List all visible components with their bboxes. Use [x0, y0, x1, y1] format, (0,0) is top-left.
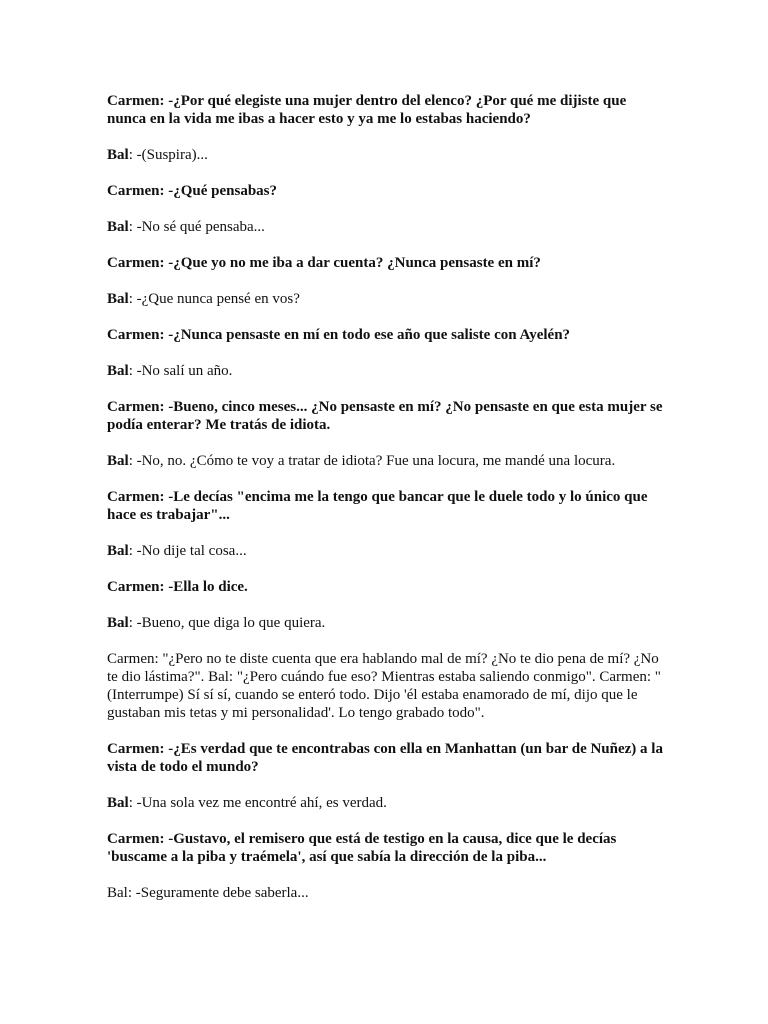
bal-line-text: : -No dije tal cosa... [128, 543, 247, 559]
carmen-line: Carmen: -Ella lo dice. [107, 579, 248, 595]
carmen-line: Carmen: -¿Qué pensabas? [107, 183, 278, 199]
bal-line [107, 452, 667, 470]
speaker-name: Bal [107, 453, 129, 469]
bal-line [107, 218, 667, 236]
bal-line [107, 794, 667, 812]
speaker-name: Bal [107, 291, 129, 307]
bal-line [107, 290, 667, 308]
bal-line-text: : -Bueno, que diga lo que quiera. [128, 615, 326, 631]
narrative-paragraph: Carmen: "¿Pero no te diste cuenta que era hablando mal de mí? ¿No te dio pena de mí? ¿No te dio lástima?". Bal: "¿Pero cuándo fue eso? Mientras estaba saliendo conmigo". Carmen: "(Interrumpe) Sí sí sí, cuando se enteró todo. Dijo 'él estaba enamorado de mí, dijo que le gustaban mis tetas y mi personalidad'. Lo tengo grabado todo". [107, 651, 661, 721]
carmen-line: Carmen: -¿Nunca pensaste en mí en todo ese año que saliste con Ayelén? [107, 327, 571, 343]
carmen-line: Carmen: -Le decías "encima me la tengo que bancar que le duele todo y lo único que hace es trabajar"... [107, 489, 648, 523]
carmen-line: Carmen: -Bueno, cinco meses... ¿No pensaste en mí? ¿No pensaste en que esta mujer se podía enterar? Me tratás de idiota. [107, 399, 663, 433]
carmen-line: Carmen: -Gustavo, el remisero que está de testigo en la causa, dice que le decías 'buscame a la piba y traémela', así que sabía la dirección de la piba... [107, 831, 617, 865]
speaker-name: Bal [107, 363, 129, 379]
bal-line-plain: Bal: -Seguramente debe saberla... [107, 885, 309, 901]
speaker-name: Bal [107, 795, 129, 811]
bal-line-text: : -(Suspira)... [128, 147, 208, 163]
transcript-document [107, 92, 667, 920]
bal-line [107, 542, 667, 560]
bal-line-text: : -¿Que nunca pensé en vos? [128, 291, 300, 307]
bal-line [107, 146, 667, 164]
speaker-name: Bal [107, 615, 129, 631]
bal-line-text: : -No sé qué pensaba... [128, 219, 265, 235]
carmen-line: Carmen: -¿Que yo no me iba a dar cuenta? ¿Nunca pensaste en mí? [107, 255, 541, 271]
bal-line-text: : -No salí un año. [128, 363, 233, 379]
bal-line-text: : -Una sola vez me encontré ahí, es verdad. [128, 795, 387, 811]
speaker-name: Bal [107, 219, 129, 235]
carmen-line: Carmen: -¿Por qué elegiste una mujer dentro del elenco? ¿Por qué me dijiste que nunca en la vida me ibas a hacer esto y ya me lo estabas haciendo? [107, 93, 627, 127]
speaker-name: Bal [107, 147, 129, 163]
carmen-line: Carmen: -¿Es verdad que te encontrabas con ella en Manhattan (un bar de Nuñez) a la vista de todo el mundo? [107, 741, 663, 775]
bal-line [107, 614, 667, 632]
speaker-name: Bal [107, 543, 129, 559]
bal-line-text: : -No, no. ¿Cómo te voy a tratar de idiota? Fue una locura, me mandé una locura. [128, 453, 616, 469]
bal-line [107, 362, 667, 380]
